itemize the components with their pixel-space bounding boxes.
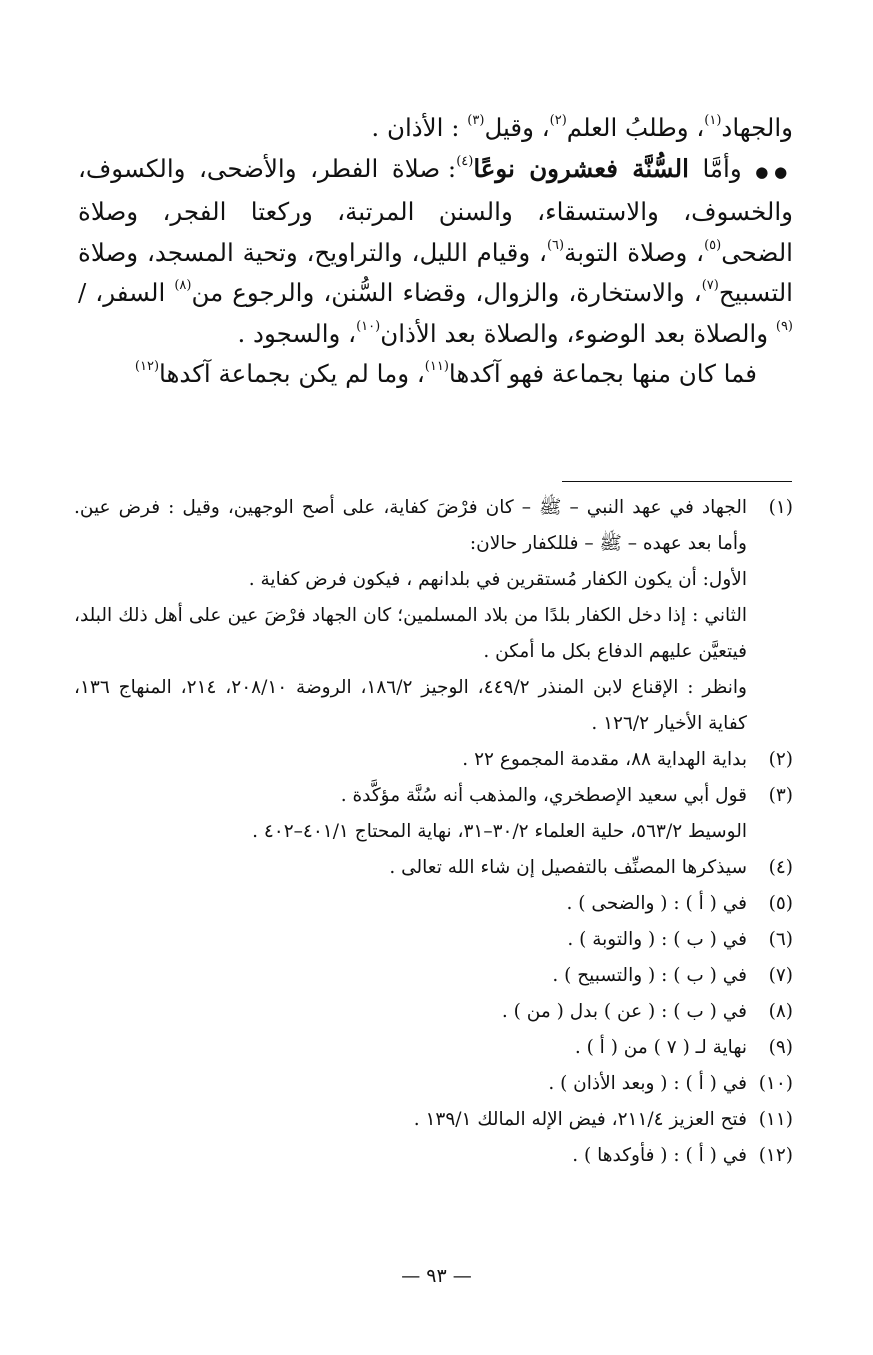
footnote-number: (٢): [768, 749, 793, 770]
footnote-text: [74, 1138, 747, 1174]
footnote-ref[interactable]: (١٢): [134, 359, 160, 374]
footnote-9: [74, 1030, 793, 1066]
footnote-ref[interactable]: (١): [704, 113, 722, 128]
footnote-line: نهاية لـ ( ٧ ) من ( أ ) .: [574, 1037, 747, 1058]
footnote-line: في ( أ ) : ( فأوكدها ) .: [572, 1145, 747, 1166]
main-text: [78, 108, 793, 395]
footnote-5: [74, 886, 793, 922]
footnote-text: [74, 742, 747, 778]
footnote-text: [74, 1102, 747, 1138]
footnote-ref[interactable]: (٨): [174, 278, 192, 293]
footnote-number: (٧): [768, 965, 793, 986]
footnote-text: [74, 490, 747, 742]
bold-phrase: السُّنَّة فعشرون نوعًا: [473, 153, 689, 183]
footnote-7: [74, 958, 793, 994]
footnote-text: [74, 886, 747, 922]
footnote-text: [74, 850, 747, 886]
footnote-line: قول أبي سعيد الإصطخري، والمذهب أنه سُنَّة مؤكَّدة .: [340, 785, 747, 806]
footnote-6: [74, 922, 793, 958]
footnote-text: [74, 958, 747, 994]
footnote-number: (٣): [768, 785, 793, 806]
footnote-number: (٥): [768, 893, 793, 914]
footnote-line: في ( أ ) : ( وبعد الأذان ) .: [548, 1073, 747, 1094]
footnote-line: الأول: أن يكون الكفار مُستقرين في بلدانهم ، فيكون فرض كفاية .: [248, 569, 747, 590]
footnote-line: في ( أ ) : ( والضحى ) .: [566, 893, 747, 914]
footnote-text: [74, 1030, 747, 1066]
footnote-ref[interactable]: (٧): [701, 278, 719, 293]
footnote-ref[interactable]: (٣): [467, 113, 485, 128]
footnote-ref[interactable]: (٩): [775, 318, 793, 334]
paragraph-2: ●● وأمَّا السُّنَّة فعشرون نوعًا$^{(٤)}$: صلاة الفطر، والأضحى، والكسوف، والخسوف، والاستسقاء، والسنن المرتبة، وركعتا الفجر، وصلاة الضحى$^{(٥)}$، وصلاة التوبة$^{(٦)}$، وقيام الليل، والتراويح، وتحية المسجد، وصلاة التسبيح$^{(٧)}$، والاستخارة، والزوال، وقضاء السُّنن، والرجوع من$^{(٨)}$ السفر، / $^{(٩)}$ والصلاة بعد الوضوء، والصلاة بعد الأذان$^{(١٠)}$، والسجود .: [78, 153, 793, 348]
footnote-2: [74, 742, 793, 778]
footnote-line: وانظر : الإقناع لابن المنذر ٤٤٩/٢، الوجيز ١٨٦/٢، الروضة ٢٠٨/١٠، ٢١٤، المنهاج ١٣٦، كفاية الأخيار ١٢٦/٢ .: [74, 677, 747, 734]
footnote-line: في ( ب ) : ( والتسبيح ) .: [552, 965, 747, 986]
footnote-line: الوسيط ٥٦٣/٢، حلية العلماء ٣٠/٢–٣١، نهاية المحتاج ٤٠١/١–٤٠٢ .: [252, 821, 747, 842]
footnote-ref[interactable]: (٢): [549, 113, 567, 128]
footnote-4: [74, 850, 793, 886]
footnote-number: (٨): [768, 1001, 793, 1022]
footnote-line: سيذكرها المصنِّف بالتفصيل إن شاء الله تعالى .: [389, 857, 747, 878]
footnote-text: [74, 922, 747, 958]
footnote-line: في ( ب ) : ( عن ) بدل ( من ) .: [501, 1001, 747, 1022]
footnote-12: [74, 1138, 793, 1174]
footnote-8: [74, 994, 793, 1030]
footnote-ref[interactable]: (١١): [424, 359, 449, 374]
paragraph-marker: ●●: [755, 162, 793, 181]
footnote-number: (١٠): [758, 1073, 793, 1094]
footnote-separator: [562, 481, 792, 482]
footnote-ref[interactable]: (١٠): [356, 318, 381, 334]
footnote-text: [74, 994, 747, 1030]
footnote-1: [74, 490, 793, 742]
footnote-line: بداية الهداية ٨٨، مقدمة المجموع ٢٢ .: [462, 749, 747, 770]
footnote-3: [74, 778, 793, 850]
paragraph-3: فما كان منها بجماعة فهو آكدها$^{(١١)}$، وما لم يكن بجماعة آكدها$^{(١٢)}$: [134, 359, 757, 388]
footnotes: [74, 490, 793, 1174]
footnote-number: (٦): [768, 929, 793, 950]
page-number: — ٩٣ —: [401, 1265, 472, 1287]
footnote-number: (١٢): [758, 1145, 793, 1166]
footnote-line: الجهاد في عهد النبي – ﷺ – كان فرْضَ كفاية، على أصح الوجهين، وقيل : فرض عين. وأما بعد عهده – ﷺ – فللكفار حالان:: [74, 497, 747, 554]
footnote-number: (١): [768, 497, 793, 518]
footnote-11: [74, 1102, 793, 1138]
footnote-ref[interactable]: (٤): [456, 153, 474, 169]
footnote-text: [74, 1066, 747, 1102]
footnote-number: (٩): [768, 1037, 793, 1058]
footnote-number: (٤): [768, 857, 793, 878]
footnote-line: فتح العزيز ٢١١/٤، فيض الإله المالك ١٣٩/١ .: [413, 1109, 747, 1130]
footnote-line: في ( ب ) : ( والتوبة ) .: [567, 929, 747, 950]
footnote-ref[interactable]: (٥): [704, 237, 722, 253]
footnote-text: [74, 778, 747, 850]
footnote-10: [74, 1066, 793, 1102]
footnote-ref[interactable]: (٦): [546, 237, 565, 253]
paragraph-1: والجهاد$^{(١)}$، وطلبُ العلم$^{(٢)}$، وقيل$^{(٣)}$ : الأذان .: [371, 113, 793, 142]
footnote-number: (١١): [758, 1109, 793, 1130]
footnote-line: الثاني : إذا دخل الكفار بلدًا من بلاد المسلمين؛ كان الجهاد فرْضَ عين على أهل ذلك البلد، فيتعيَّن عليهم الدفاع بكل ما أمكن .: [74, 605, 747, 662]
